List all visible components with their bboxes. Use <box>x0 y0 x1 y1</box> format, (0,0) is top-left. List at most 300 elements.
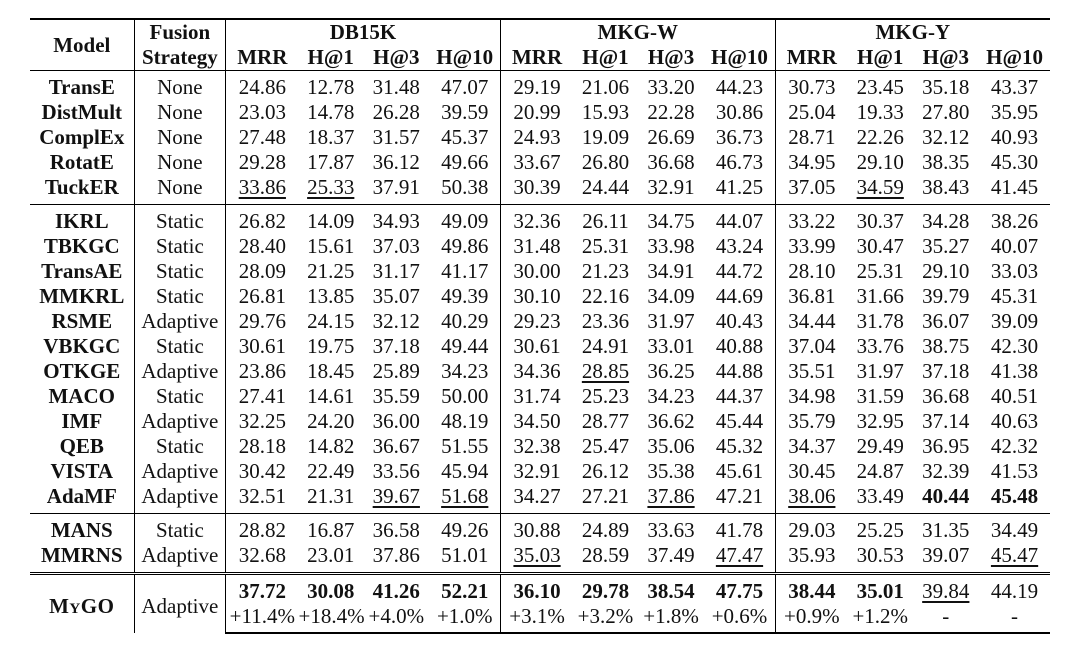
metric-cell <box>226 543 299 574</box>
metric-value: 21.31 <box>307 484 355 508</box>
improvement-value: +0.6% <box>704 604 775 633</box>
metric-cell <box>913 384 980 409</box>
metric-cell <box>775 359 848 384</box>
metric-cell <box>363 484 430 514</box>
metric-cell <box>500 100 573 125</box>
metric-cell <box>363 334 430 359</box>
model-name: MMRNS <box>30 543 134 574</box>
metric-value: 13.85 <box>307 284 355 308</box>
metric-value: 31.35 <box>922 518 970 542</box>
metric-cell <box>848 359 913 384</box>
metric-value: 34.98 <box>788 384 836 408</box>
metric-cell <box>363 205 430 235</box>
metric-cell <box>913 459 980 484</box>
metric-value: 26.82 <box>238 209 286 233</box>
metric-cell <box>638 434 705 459</box>
metric-value: 24.86 <box>238 75 286 99</box>
improvement-value: +11.4% <box>226 604 299 633</box>
metric-cell <box>298 125 363 150</box>
metric-cell <box>704 150 775 175</box>
metric-cell <box>363 234 430 259</box>
fusion-strategy: Adaptive <box>134 309 226 334</box>
header-fusion-line2: Strategy <box>134 45 226 71</box>
metric-value: 38.54 <box>647 579 695 603</box>
metric-value: 37.86 <box>647 484 695 508</box>
metric-cell <box>704 175 775 205</box>
metric-cell <box>363 259 430 284</box>
metric-value: 25.04 <box>788 100 836 124</box>
metric-value: 27.41 <box>238 384 286 408</box>
metric-value: 40.93 <box>990 125 1039 149</box>
model-name: OTKGE <box>30 359 134 384</box>
fusion-strategy: Static <box>134 514 226 544</box>
metric-cell <box>913 150 980 175</box>
metric-cell <box>226 71 299 101</box>
metric-value: 25.23 <box>581 384 630 408</box>
metric-cell <box>638 100 705 125</box>
metric-cell <box>226 125 299 150</box>
table-body <box>30 71 1050 634</box>
metric-value: 26.69 <box>647 125 695 149</box>
metric-value: 35.59 <box>372 384 420 408</box>
metric-value: 30.61 <box>238 334 286 358</box>
metric-cell <box>848 284 913 309</box>
metric-value: 43.37 <box>990 75 1039 99</box>
metric-value: 14.09 <box>307 209 355 233</box>
metric-value: 33.49 <box>856 484 904 508</box>
metric-cell <box>704 574 775 605</box>
metric-cell <box>573 384 638 409</box>
metric-value: 16.87 <box>307 518 355 542</box>
metric-value: 49.44 <box>441 334 489 358</box>
metric-value: 32.68 <box>238 543 286 567</box>
metric-cell <box>775 334 848 359</box>
metric-value: 28.59 <box>581 543 630 567</box>
metric-cell <box>979 125 1050 150</box>
metric-cell <box>298 234 363 259</box>
metric-value: 28.40 <box>238 234 286 258</box>
metric-value: 21.06 <box>581 75 630 99</box>
metric-cell <box>363 409 430 434</box>
metric-cell <box>913 434 980 459</box>
metric-cell <box>226 309 299 334</box>
metric-cell <box>638 543 705 574</box>
metric-value: 31.48 <box>372 75 420 99</box>
metric-value: 31.57 <box>372 125 420 149</box>
metric-value: 18.37 <box>307 125 355 149</box>
metric-value: 35.51 <box>788 359 836 383</box>
model-name: VBKGC <box>30 334 134 359</box>
metric-cell <box>848 574 913 605</box>
metric-cell <box>704 484 775 514</box>
metric-cell <box>979 514 1050 544</box>
metric-cell <box>298 359 363 384</box>
metric-value: 12.78 <box>307 75 355 99</box>
improvement-value: +18.4% <box>298 604 363 633</box>
metric-value: 47.21 <box>715 484 764 508</box>
metric-value: 27.80 <box>922 100 970 124</box>
metric-cell <box>298 205 363 235</box>
metric-value: 17.87 <box>307 150 355 174</box>
metric-cell <box>638 309 705 334</box>
model-name: MMKRL <box>30 284 134 309</box>
metric-value: 22.16 <box>581 284 630 308</box>
metric-cell <box>573 234 638 259</box>
metric-cell <box>913 359 980 384</box>
metric-value: 34.49 <box>990 518 1039 542</box>
metric-cell <box>500 205 573 235</box>
metric-cell <box>775 484 848 514</box>
metric-value: 37.04 <box>788 334 836 358</box>
metric-value: 39.09 <box>990 309 1039 333</box>
table-row <box>30 125 1050 150</box>
table-row <box>30 543 1050 574</box>
metric-value: 36.58 <box>372 518 420 542</box>
metric-value: 36.73 <box>715 125 764 149</box>
metric-value: 45.31 <box>990 284 1039 308</box>
metric-cell <box>848 409 913 434</box>
table-row <box>30 71 1050 101</box>
metric-value: 26.81 <box>238 284 286 308</box>
header-metric: H@10 <box>704 45 775 71</box>
metric-value: 31.97 <box>647 309 695 333</box>
metric-cell <box>979 259 1050 284</box>
metric-cell <box>298 484 363 514</box>
metric-cell <box>573 309 638 334</box>
metric-cell <box>573 71 638 101</box>
metric-cell <box>913 175 980 205</box>
table-row <box>30 409 1050 434</box>
metric-cell <box>775 543 848 574</box>
table-header <box>30 19 1050 71</box>
metric-cell <box>500 334 573 359</box>
metric-value: 36.67 <box>372 434 420 458</box>
improvement-value: - <box>979 604 1050 633</box>
metric-cell <box>500 384 573 409</box>
metric-cell <box>775 459 848 484</box>
metric-cell <box>430 459 501 484</box>
metric-cell <box>775 150 848 175</box>
header-metric: H@1 <box>857 45 904 69</box>
fusion-strategy: Adaptive <box>134 543 226 574</box>
metric-value: 34.93 <box>372 209 420 233</box>
metric-value: 18.45 <box>307 359 355 383</box>
metric-cell <box>848 309 913 334</box>
metric-value: 32.91 <box>647 175 695 199</box>
metric-value: 41.45 <box>990 175 1039 199</box>
metric-cell <box>704 284 775 309</box>
metric-value: 31.74 <box>513 384 561 408</box>
metric-value: 43.24 <box>715 234 764 258</box>
metric-cell <box>704 459 775 484</box>
metric-value: 36.68 <box>647 150 695 174</box>
metric-cell <box>226 284 299 309</box>
metric-value: 29.49 <box>856 434 904 458</box>
metric-value: 40.63 <box>990 409 1039 433</box>
metric-value: 37.18 <box>922 359 970 383</box>
metric-cell <box>979 384 1050 409</box>
metric-value: 24.93 <box>513 125 561 149</box>
metric-cell <box>638 259 705 284</box>
metric-value: 34.59 <box>856 175 904 199</box>
fusion-strategy: Adaptive <box>134 484 226 514</box>
metric-value: 19.75 <box>307 334 355 358</box>
metric-cell <box>573 205 638 235</box>
metric-cell <box>775 175 848 205</box>
metric-cell <box>573 459 638 484</box>
metric-value: 22.49 <box>307 459 355 483</box>
metric-value: 34.09 <box>647 284 695 308</box>
metric-cell <box>500 259 573 284</box>
metric-value: 21.25 <box>307 259 355 283</box>
metric-cell <box>979 175 1050 205</box>
metric-cell <box>226 259 299 284</box>
metric-value: 41.38 <box>990 359 1039 383</box>
metric-cell <box>704 259 775 284</box>
fusion-strategy: Static <box>134 284 226 309</box>
metric-cell <box>848 175 913 205</box>
metric-value: 33.67 <box>513 150 561 174</box>
metric-value: 41.78 <box>715 518 764 542</box>
metric-value: 15.61 <box>307 234 355 258</box>
metric-value: 45.94 <box>441 459 489 483</box>
metric-cell <box>430 284 501 309</box>
metric-value: 32.95 <box>856 409 904 433</box>
metric-cell <box>298 334 363 359</box>
metric-value: 46.73 <box>715 150 764 174</box>
metric-value: 30.45 <box>788 459 836 483</box>
metric-cell <box>704 514 775 544</box>
improvement-value: - <box>913 604 980 633</box>
metric-cell <box>500 434 573 459</box>
metric-cell <box>638 205 705 235</box>
metric-cell <box>979 284 1050 309</box>
metric-cell <box>430 309 501 334</box>
table-row <box>30 100 1050 125</box>
metric-value: 29.19 <box>513 75 561 99</box>
fusion-strategy: Adaptive <box>134 359 226 384</box>
metric-value: 23.01 <box>307 543 355 567</box>
metric-cell <box>848 125 913 150</box>
metric-value: 14.82 <box>307 434 355 458</box>
metric-cell <box>298 543 363 574</box>
metric-value: 50.00 <box>441 384 489 408</box>
header-dataset-db15k: DB15K <box>226 19 501 45</box>
metric-value: 39.67 <box>372 484 420 508</box>
metric-value: 29.10 <box>856 150 904 174</box>
fusion-strategy: None <box>134 150 226 175</box>
metric-cell <box>430 71 501 101</box>
metric-value: 29.28 <box>238 150 286 174</box>
metric-cell <box>775 71 848 101</box>
fusion-strategy: Static <box>134 205 226 235</box>
metric-cell <box>979 574 1050 605</box>
model-name: TBKGC <box>30 234 134 259</box>
metric-value: 36.00 <box>372 409 420 433</box>
metric-value: 28.77 <box>581 409 630 433</box>
metric-cell <box>573 434 638 459</box>
fusion-strategy: Adaptive <box>134 459 226 484</box>
metric-value: 36.68 <box>922 384 970 408</box>
metric-cell <box>775 205 848 235</box>
metric-cell <box>226 484 299 514</box>
metric-value: 30.61 <box>513 334 561 358</box>
metric-cell <box>979 459 1050 484</box>
metric-cell <box>775 434 848 459</box>
metric-value: 34.50 <box>513 409 561 433</box>
metric-value: 41.26 <box>372 579 420 603</box>
metric-cell <box>363 125 430 150</box>
metric-cell <box>363 543 430 574</box>
metric-value: 29.10 <box>922 259 970 283</box>
metric-value: 37.86 <box>372 543 420 567</box>
metric-value: 33.22 <box>788 209 836 233</box>
metric-value: 34.95 <box>788 150 836 174</box>
metric-cell <box>913 259 980 284</box>
metric-cell <box>573 125 638 150</box>
metric-cell <box>573 284 638 309</box>
metric-value: 31.59 <box>856 384 904 408</box>
metric-cell <box>979 309 1050 334</box>
metric-value: 40.43 <box>715 309 764 333</box>
metric-cell <box>775 409 848 434</box>
metric-cell <box>979 543 1050 574</box>
fusion-strategy: Adaptive <box>134 574 226 634</box>
metric-value: 34.91 <box>647 259 695 283</box>
metric-cell <box>430 543 501 574</box>
model-name: MACO <box>30 384 134 409</box>
metric-value: 34.28 <box>922 209 970 233</box>
metric-cell <box>775 384 848 409</box>
metric-cell <box>500 484 573 514</box>
metric-value: 36.12 <box>372 150 420 174</box>
metric-cell <box>573 514 638 544</box>
metric-cell <box>298 150 363 175</box>
metric-value: 26.12 <box>581 459 630 483</box>
metric-cell <box>430 205 501 235</box>
metric-cell <box>298 100 363 125</box>
metric-cell <box>638 514 705 544</box>
metric-value: 30.53 <box>856 543 904 567</box>
header-metric: H@1 <box>307 45 354 69</box>
metric-cell <box>775 259 848 284</box>
metric-value: 23.36 <box>581 309 630 333</box>
metric-cell <box>298 459 363 484</box>
metric-cell <box>848 384 913 409</box>
metric-cell <box>430 125 501 150</box>
improvement-value: +3.1% <box>500 604 573 633</box>
fusion-strategy: None <box>134 71 226 101</box>
metric-cell <box>638 574 705 605</box>
metric-value: 35.93 <box>788 543 836 567</box>
metric-cell <box>573 409 638 434</box>
metric-value: 27.21 <box>581 484 630 508</box>
model-name: TuckER <box>30 175 134 205</box>
metric-value: 49.09 <box>441 209 489 233</box>
metric-value: 29.23 <box>513 309 561 333</box>
metric-value: 14.61 <box>307 384 355 408</box>
metric-value: 51.01 <box>441 543 489 567</box>
metric-value: 41.25 <box>715 175 764 199</box>
metric-cell <box>363 384 430 409</box>
metric-cell <box>775 574 848 605</box>
metric-cell <box>979 334 1050 359</box>
metric-value: 35.95 <box>990 100 1039 124</box>
metric-value: 31.48 <box>513 234 561 258</box>
metric-cell <box>848 259 913 284</box>
metric-value: 36.81 <box>788 284 836 308</box>
metric-cell <box>704 334 775 359</box>
metric-cell <box>363 175 430 205</box>
metric-cell <box>500 284 573 309</box>
metric-cell <box>298 71 363 101</box>
metric-value: 35.27 <box>922 234 970 258</box>
table-row <box>30 150 1050 175</box>
table-row <box>30 574 1050 605</box>
metric-cell <box>363 100 430 125</box>
metric-value: 32.25 <box>238 409 286 433</box>
metric-cell <box>430 259 501 284</box>
metric-cell <box>298 284 363 309</box>
metric-cell <box>500 175 573 205</box>
metric-value: 37.72 <box>238 579 286 603</box>
metric-cell <box>638 359 705 384</box>
metric-cell <box>979 71 1050 101</box>
fusion-strategy: None <box>134 100 226 125</box>
metric-value: 45.44 <box>715 409 764 433</box>
metric-value: 36.95 <box>922 434 970 458</box>
table-row <box>30 459 1050 484</box>
metric-cell <box>704 205 775 235</box>
metric-cell <box>298 409 363 434</box>
model-name: QEB <box>30 434 134 459</box>
metric-cell <box>704 309 775 334</box>
metric-value: 24.89 <box>581 518 630 542</box>
metric-cell <box>500 459 573 484</box>
metric-value: 22.28 <box>647 100 695 124</box>
metric-cell <box>638 71 705 101</box>
metric-value: 30.10 <box>513 284 561 308</box>
metric-cell <box>500 409 573 434</box>
metric-value: 31.97 <box>856 359 904 383</box>
metric-value: 47.47 <box>715 543 764 567</box>
metric-value: 26.28 <box>372 100 420 124</box>
model-name: ComplEx <box>30 125 134 150</box>
model-name: DistMult <box>30 100 134 125</box>
metric-cell <box>848 150 913 175</box>
metric-value: 29.78 <box>581 579 630 603</box>
metric-value: 36.62 <box>647 409 695 433</box>
fusion-strategy: Static <box>134 334 226 359</box>
metric-cell <box>638 409 705 434</box>
metric-cell <box>226 234 299 259</box>
metric-cell <box>638 150 705 175</box>
metric-value: 36.07 <box>922 309 970 333</box>
metric-cell <box>226 150 299 175</box>
model-name: MyGO <box>30 574 134 634</box>
metric-cell <box>298 309 363 334</box>
metric-cell <box>979 434 1050 459</box>
header-metric: H@10 <box>986 45 1043 69</box>
metric-cell <box>638 484 705 514</box>
metric-value: 37.91 <box>372 175 420 199</box>
metric-cell <box>298 434 363 459</box>
metric-cell <box>430 484 501 514</box>
metric-cell <box>500 309 573 334</box>
metric-cell <box>573 484 638 514</box>
metric-value: 44.19 <box>990 579 1039 603</box>
metric-value: 19.09 <box>581 125 630 149</box>
